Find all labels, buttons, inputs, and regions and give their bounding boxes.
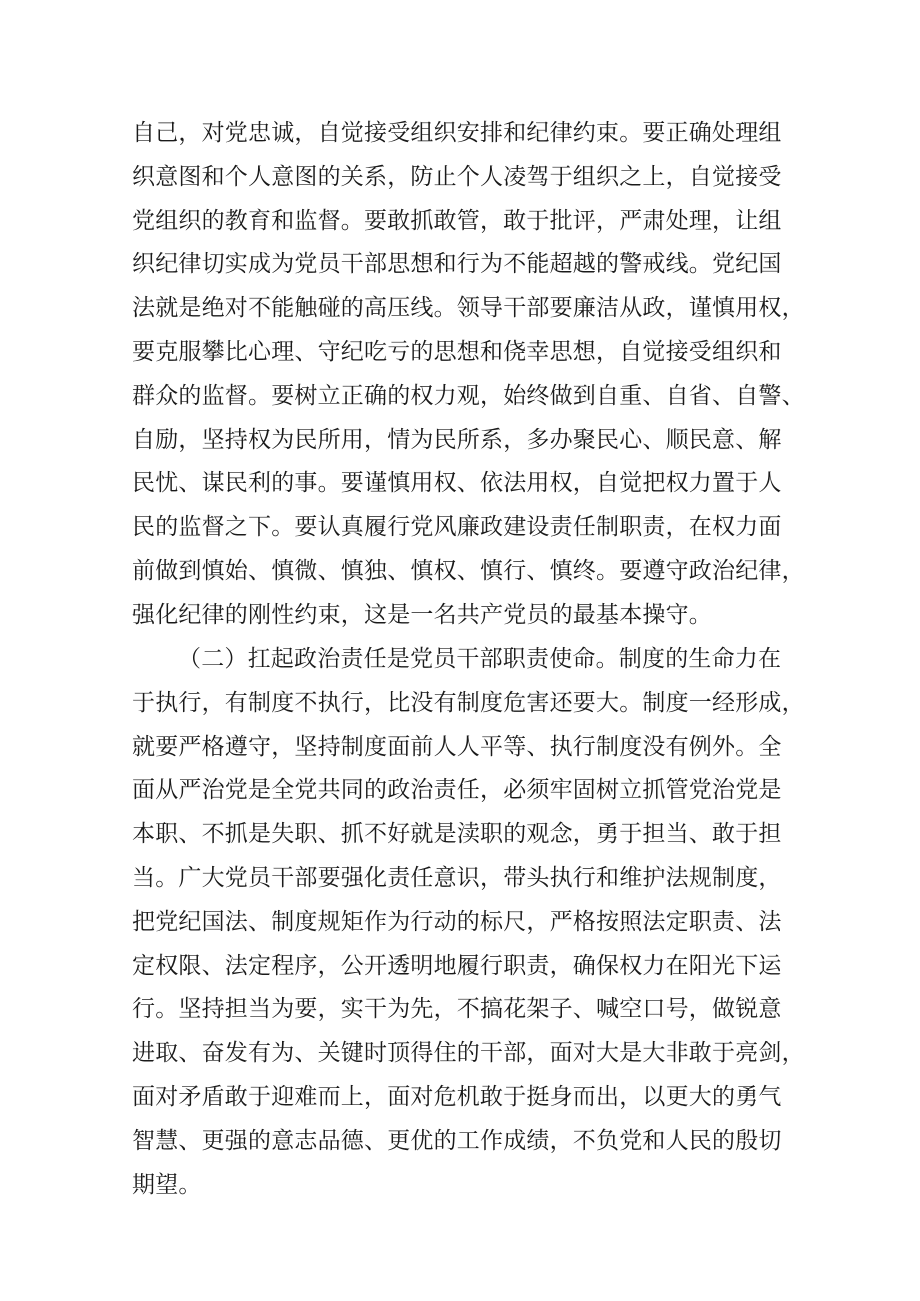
text-line: 本职、不抓是失职、抓不好就是渎职的观念，勇于担当、敢于担 [132, 821, 782, 848]
text-line: 面对矛盾敢于迎难而上，面对危机敢于挺身而出，以更大的勇气 [132, 1083, 782, 1110]
text-line: 强化纪律的刚性约束，这是一名共产党员的最基本操守。 [132, 601, 712, 628]
text-line: 于执行，有制度不执行，比没有制度危害还要大。制度一经形成， [132, 689, 805, 716]
paragraph-2 [132, 638, 812, 1207]
text-line: 把党纪国法、制度规矩作为行动的标尺，严格按照法定职责、法 [132, 908, 782, 935]
text-line: 法就是绝对不能触碰的高压线。领导干部要廉洁从政，谨慎用权， [132, 295, 805, 322]
text-line: 群众的监督。要树立正确的权力观，始终做到自重、自省、自警、 [132, 382, 805, 409]
text-line: 智慧、更强的意志品德、更优的工作成绩，不负党和人民的殷切 [132, 1127, 782, 1154]
text-line: 面从严治党是全党共同的政治责任，必须牢固树立抓管党治党是 [132, 777, 782, 804]
text-line: 期望。 [132, 1171, 202, 1198]
text-line: 前做到慎始、慎微、慎独、慎权、慎行、慎终。要遵守政治纪律， [132, 557, 805, 584]
section-heading-line: （二）扛起政治责任是党员干部职责使命。制度的生命力在 [178, 646, 782, 672]
text-line: 党组织的教育和监督。要敢抓敢管，敢于批评，严肃处理，让组 [132, 207, 782, 234]
text-line: 自励，坚持权为民所用，情为民所系，多办聚民心、顺民意、解 [132, 426, 782, 453]
paragraph-1 [132, 112, 812, 638]
text-line: 自己，对党忠诚，自觉接受组织安排和纪律约束。要正确处理组 [132, 120, 782, 146]
text-line: 当。广大党员干部要强化责任意识，带头执行和维护法规制度， [132, 864, 782, 891]
text-line: 民的监督之下。要认真履行党风廉政建设责任制职责，在权力面 [132, 514, 782, 541]
text-line: 民忧、谋民利的事。要谨慎用权、依法用权，自觉把权力置于人 [132, 470, 782, 497]
text-line: 织纪律切实成为党员干部思想和行为不能超越的警戒线。党纪国 [132, 251, 782, 278]
text-line: 织意图和个人意图的关系，防止个人凌驾于组织之上，自觉接受 [132, 163, 782, 190]
text-line: 进取、奋发有为、关键时顶得住的干部，面对大是大非敢于亮剑， [132, 1040, 805, 1067]
text-line: 定权限、法定程序，公开透明地履行职责，确保权力在阳光下运 [132, 952, 782, 979]
text-line: 就要严格遵守，坚持制度面前人人平等、执行制度没有例外。全 [132, 733, 782, 760]
text-line: 行。坚持担当为要，实干为先，不搞花架子、喊空口号，做锐意 [132, 996, 782, 1023]
text-line: 要克服攀比心理、守纪吃亏的思想和侥幸思想，自觉接受组织和 [132, 338, 782, 365]
